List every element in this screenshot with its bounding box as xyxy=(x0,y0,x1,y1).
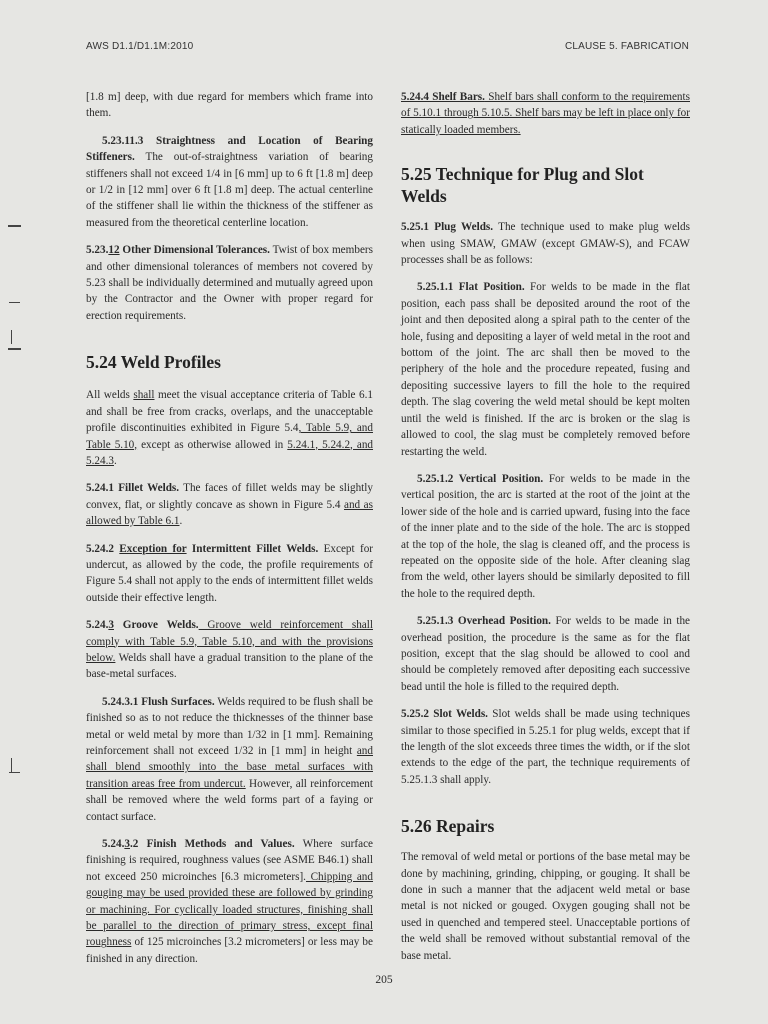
paragraph-5-24-3-2: 5.24.3.2 Finish Methods and Values. Where surface finishing is required, roughness values (see ASME B46.1) shall not exceed 250 microinches [6.3 micrometers]. Chipping and gouging may be used provided these are followed by grinding or machining. For cyclically loaded structures, finishing shall be parallel to the direction of primary stress, except final roughness of 125 microinches [3.2 micrometers] or less may be finished in any direction. xyxy=(86,838,373,965)
paragraph-5-25-1-3: 5.25.1.3 Overhead Position. For welds to be made in the overhead position, the procedure is the same as for the flat position, except that the slag should be allowed to cool and should be completely removed after depositing each successive bead until the hole is filled to the required depth. xyxy=(401,615,691,693)
paragraph-5-23-12: 5.23.12 Other Dimensional Tolerances. Twist of box members and other dimensional tolerances of members not covered by 5.23 shall be individually determined and mutually agreed upon by the Contractor and the Owner with proper regard for erection requirements. xyxy=(86,244,373,322)
change-bar xyxy=(9,772,20,773)
paragraph-5-24-1: 5.24.1 Fillet Welds. The faces of fillet welds may be slightly convex, flat, or slightly concave as shown in Figure 5.4 and as allowed by Table 6.1. xyxy=(86,482,373,528)
change-bar xyxy=(9,302,20,303)
paragraph-5-24-3-1: 5.24.3.1 Flush Surfaces. Welds required to be flush shall be finished so as to not reduce the thicknesses of the thinner base metal or weld metal by more than 1/32 in [1 mm]. Remaining reinforcement shall not exceed 1/32 in [1 mm] in height and shall blend smoothly into the base metal surfaces with transition areas free from undercut. However, all reinforcement shall be removed where the weld forms part of a faying or contact surface. xyxy=(86,695,373,823)
section-heading-5-25: 5.25 Technique for Plug and Slot Welds xyxy=(401,164,644,207)
paragraph-5-24-3: 5.24.3 Groove Welds. Groove weld reinforcement shall comply with Table 5.9, Table 5.10, and with the provisions below. Welds shall have a gradual transition to the plane of the base-metal surfaces. xyxy=(86,619,373,681)
section-heading-5-26: 5.26 Repairs xyxy=(401,816,495,837)
change-bar xyxy=(11,330,12,344)
paragraph-5-23-11-3: 5.23.11.3 Straightness and Location of Bearing Stiffeners. The out-of-straightness variation of bearing stiffeners shall not exceed 1/4 in [6 mm] up to 6 ft [1.8 m] deep or 1/2 in [12 mm] over 6 ft [1.8 m] deep. The actual centerline of the stiffener shall lie within the thickness of the stiffener as measured from the theoretical centerline location. xyxy=(86,134,374,229)
paragraph-5-25-2: 5.25.2 Slot Welds. Slot welds shall be made using techniques similar to those specified in 5.25.1 for plug welds, except that if the length of the slot exceeds three times the width, or if the slot extends to the edge of the part, the technique requirements of 5.25.1.3 shall apply. xyxy=(401,708,691,786)
paragraph-5-26: The removal of weld metal or portions of the base metal may be done by machining, grinding, chipping, or gouging. It shall be done in such a manner that the adjacent weld metal or base metal is not nicked or gouged. Oxygen gouging shall not be used in quenched and tempered steel. Unacceptable portions of the weld shall be removed without substantial removal of the base metal. xyxy=(401,851,690,962)
paragraph-5-25-1-2: 5.25.1.2 Vertical Position. For welds to be made in the vertical position, the arc is started at the root of the joint at the lower side of the hole and is carried upward, fusing into the face of the inner plate and to the side of the hole. The arc is stopped at the top of the hole, the slag is cleaned off, and the process is repeated on the opposite side of the hole. After cleaning slag from the weld, other layers should be similarly deposited to fill the hole to the required depth. xyxy=(401,472,690,600)
change-bar xyxy=(8,348,21,350)
running-header-left: AWS D1.1/D1.1M:2010 xyxy=(86,41,194,52)
paragraph-5-24-2: 5.24.2 Exception for Intermittent Fillet Welds. Except for undercut, as allowed by the code, the profile requirements of Figure 5.4 shall not apply to the ends of intermittent fillet welds outside their effective length. xyxy=(86,542,374,604)
left-column xyxy=(86,89,373,967)
paragraph-5-24: All welds shall meet the visual acceptance criteria of Table 6.1 and shall be free from cracks, overlaps, and the unacceptable profile discontinuities exhibited in Figure 5.4, Table 5.9, and Table 5.10, except as otherwise allowed in 5.24.1, 5.24.2, and 5.24.3. xyxy=(86,389,374,467)
paragraph-5-24-4: 5.24.4 Shelf Bars. Shelf bars shall conform to the requirements of 5.10.1 through 5.10.5. Shelf bars may be left in place only for statically loaded members. xyxy=(401,91,690,136)
running-header-right: CLAUSE 5. FABRICATION xyxy=(564,41,689,52)
section-heading-5-24: 5.24 Weld Profiles xyxy=(86,352,221,373)
paragraph: [1.8 m] deep, with due regard for members which frame into them. xyxy=(86,91,373,120)
paragraph-5-25-1-1: 5.25.1.1 Flat Position. For welds to be made in the flat position, each pass shall be deposited around the root of the joint and then deposited along a spiral path to the center of the hole, fusing and depositing a layer of weld metal in the root and bottom of the joint. The arc shall then be moved to the periphery of the hole and the procedure repeated, fusing and depositing successive layers to fill the hole to the required depth. The slag covering the weld metal should be kept molten until the weld is finished. If the arc is broken or the slag is allowed to cool, the slag must be completely removed before restarting the weld. xyxy=(401,281,690,458)
page-number: 205 xyxy=(375,974,393,986)
change-bar xyxy=(8,225,21,227)
change-bar xyxy=(11,758,12,772)
paragraph-5-25-1: 5.25.1 Plug Welds. The technique used to make plug welds when using SMAW, GMAW (except GMAW-S), and FCAW processes shall be as follows: xyxy=(401,221,690,267)
right-column xyxy=(401,89,690,964)
